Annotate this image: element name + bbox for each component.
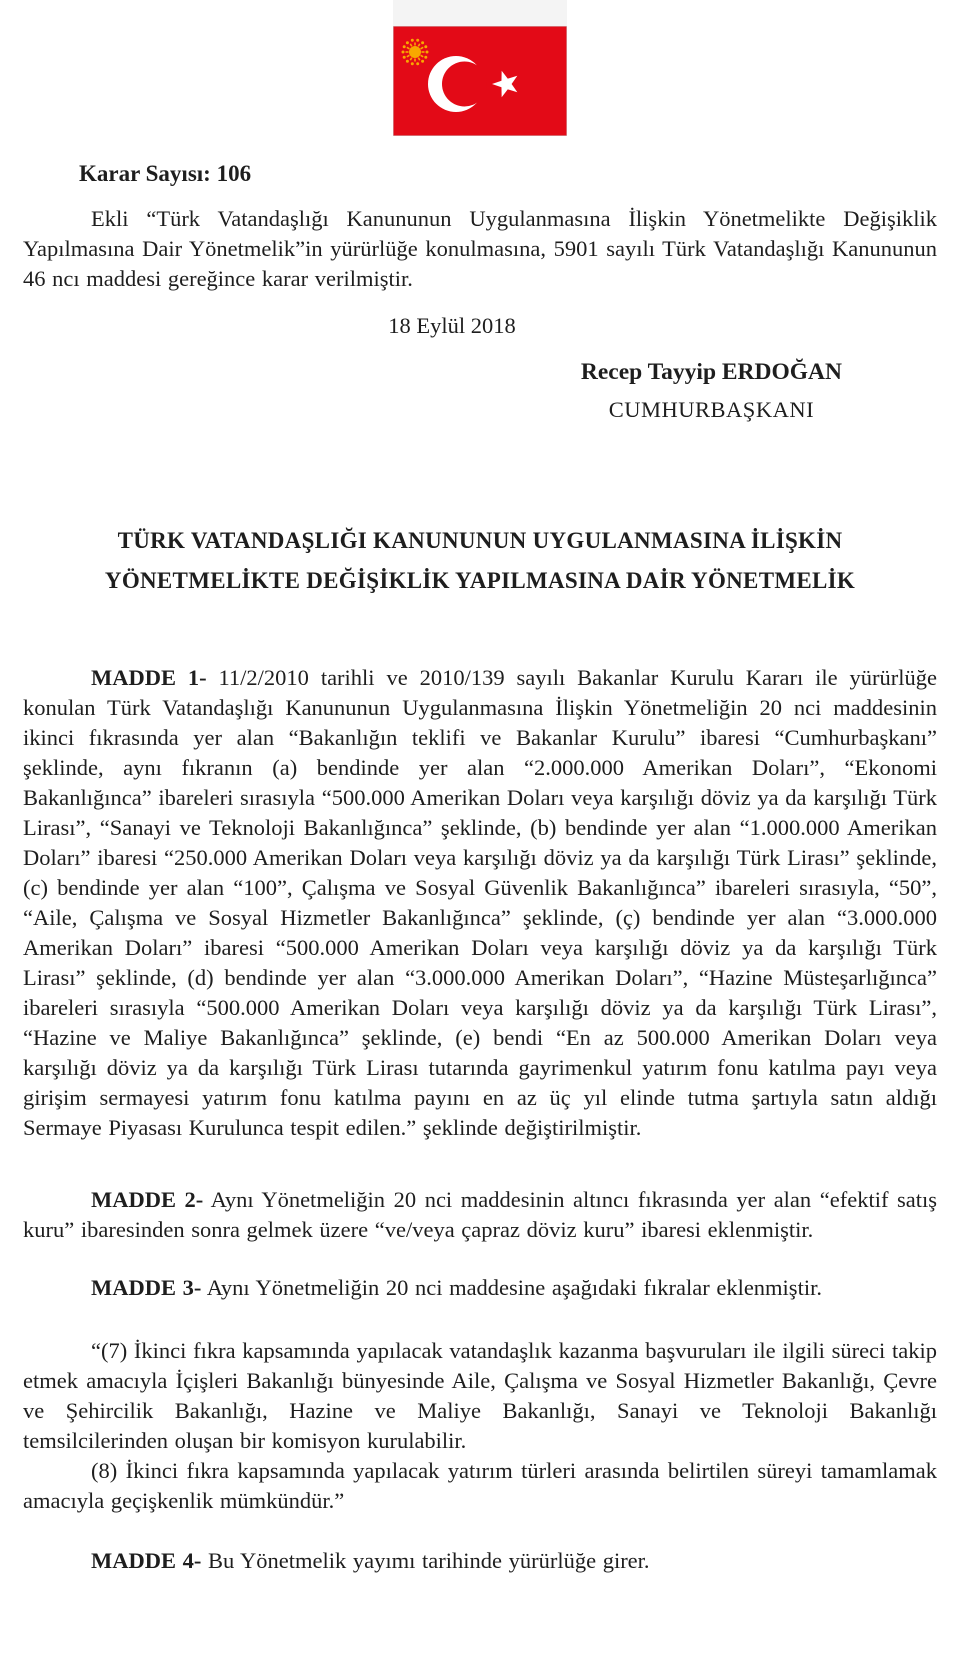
article-1-text: 11/2/2010 tarihli ve 2010/139 sayılı Bakanlar Kurulu Kararı ile yürürlüğe konulan Türk Vatandaşlığı Kanununun Uygulanmasına İlişkin Yönetmeliğin 20 nci maddesinin ikinci fıkrasında yer alan “Bakanlığın teklifi ve Bakanlar Kurulu” ibaresi “Cumhurbaşkanı” şeklinde, aynı fıkranın (a) bendinde yer alan “2.000.000 Amerikan Doları”, “Ekonomi Bakanlığınca” ibareleri sırasıyla “500.000 Amerikan Doları veya karşılığı döviz ya da karşılığı Türk Lirası”, “Sanayi ve Teknoloji Bakanlığınca” şeklinde, (b) bendinde yer alan “1.000.000 Amerikan Doları” ibaresi “250.000 Amerikan Doları veya karşılığı döviz ya da karşılığı Türk Lirası” şeklinde, (c) bendinde yer alan “100”, Çalışma ve Sosyal Güvenlik Bakanlığınca” ibareleri sırasıyla, “50”, “Aile, Çalışma ve Sosyal Hizmetler Bakanlığınca” şeklinde, (ç) bendinde yer alan “3.000.000 Amerikan Doları” ibaresi “500.000 Amerikan Doları veya karşılığı döviz ya da karşılığı Türk Lirası” şeklinde, (d) bendinde yer alan “3.000.000 Amerikan Doları”, “Hazine Müsteşarlığınca” ibareleri sırasıyla “500.000 Amerikan Doları veya karşılığı döviz ya da karşılığı Türk Lirası”, “Hazine ve Maliye Bakanlığınca” şeklinde, (e) bendi “En az 500.000 Amerikan Doları veya karşılığı döviz ya da karşılığı Türk Lirası tutarında gayrimenkul yatırım fonu katılma payı veya girişim sermayesi yatırım fonu katılma payını en az üç yıl elinde tutma şartıyla satın aldığı Sermaye Piyasası Kurulunca tespit edilen.” şeklinde değiştirilmiştir.: [23, 665, 938, 1140]
turkish-flag-image: [393, 0, 567, 136]
added-clause-7: “(7) İkinci fıkra kapsamında yapılacak vatandaşlık kazanma başvuruları ile ilgili süreci takip etmek amacıyla İçişleri Bakanlığı bünyesinde Aile, Çalışma ve Sosyal Hizmetler Bakanlığı, Çevre ve Şehircilik Bakanlığı, Hazine ve Maliye Bakanlığı, Sanayi ve Teknoloji Bakanlığı temsilcilerinden oluşan bir komisyon kurulabilir.: [23, 1338, 937, 1453]
article-3-text: Aynı Yönetmeliğin 20 nci maddesine aşağıdaki fıkralar eklenmiştir.: [206, 1275, 822, 1300]
article-2-paragraph: [23, 1185, 937, 1245]
document-body: [0, 161, 960, 1576]
regulation-title-line1: TÜRK VATANDAŞLIĞI KANUNUNUN UYGULANMASINA İLİŞKİN: [117, 528, 843, 553]
scan-artifact-strip: [393, 0, 567, 26]
signatory-name: Recep Tayyip ERDOĞAN: [580, 359, 842, 385]
article-3-paragraph: [23, 1273, 937, 1303]
turkish-flag-icon: [393, 26, 567, 136]
signature-block: [581, 357, 842, 425]
article-4-paragraph: [23, 1546, 937, 1576]
article-1-label: MADDE 1-: [91, 665, 207, 690]
decree-date: 18 Eylül 2018: [388, 313, 516, 338]
regulation-title: [23, 521, 937, 601]
article-2-text: Aynı Yönetmeliğin 20 nci maddesinin altıncı fıkrasında yer alan “efektif satış kuru” ibaresinden sonra gelmek üzere “ve/veya çapraz döviz kuru” ibaresi eklenmiştir.: [23, 1187, 938, 1242]
article-4-label: MADDE 4-: [91, 1548, 202, 1573]
article-3-label: MADDE 3-: [91, 1275, 202, 1300]
signatory-title: CUMHURBAŞKANI: [608, 397, 815, 422]
added-clause-8: (8) İkinci fıkra kapsamında yapılacak yatırım türleri arasında belirtilen süreyi tamamlamak amacıyla geçişkenlik mümkündür.”: [23, 1458, 937, 1513]
article-2-label: MADDE 2-: [91, 1187, 204, 1212]
article-4-text: Bu Yönetmelik yayımı tarihinde yürürlüğe girer.: [207, 1548, 650, 1573]
decree-preamble: Ekli “Türk Vatandaşlığı Kanununun Uygulanmasına İlişkin Yönetmelikte Değişiklik Yapılmasına Dair Yönetmelik”in yürürlüğe konulmasına, 5901 sayılı Türk Vatandaşlığı Kanununun 46 ncı maddesi gereğince karar verilmiştir.: [23, 206, 937, 291]
regulation-title-line2: YÖNETMELİKTE DEĞİŞİKLİK YAPILMASINA DAİR YÖNETMELİK: [104, 568, 856, 593]
article-1-paragraph: [23, 663, 937, 1143]
decree-number: Karar Sayısı: 106: [79, 161, 252, 186]
